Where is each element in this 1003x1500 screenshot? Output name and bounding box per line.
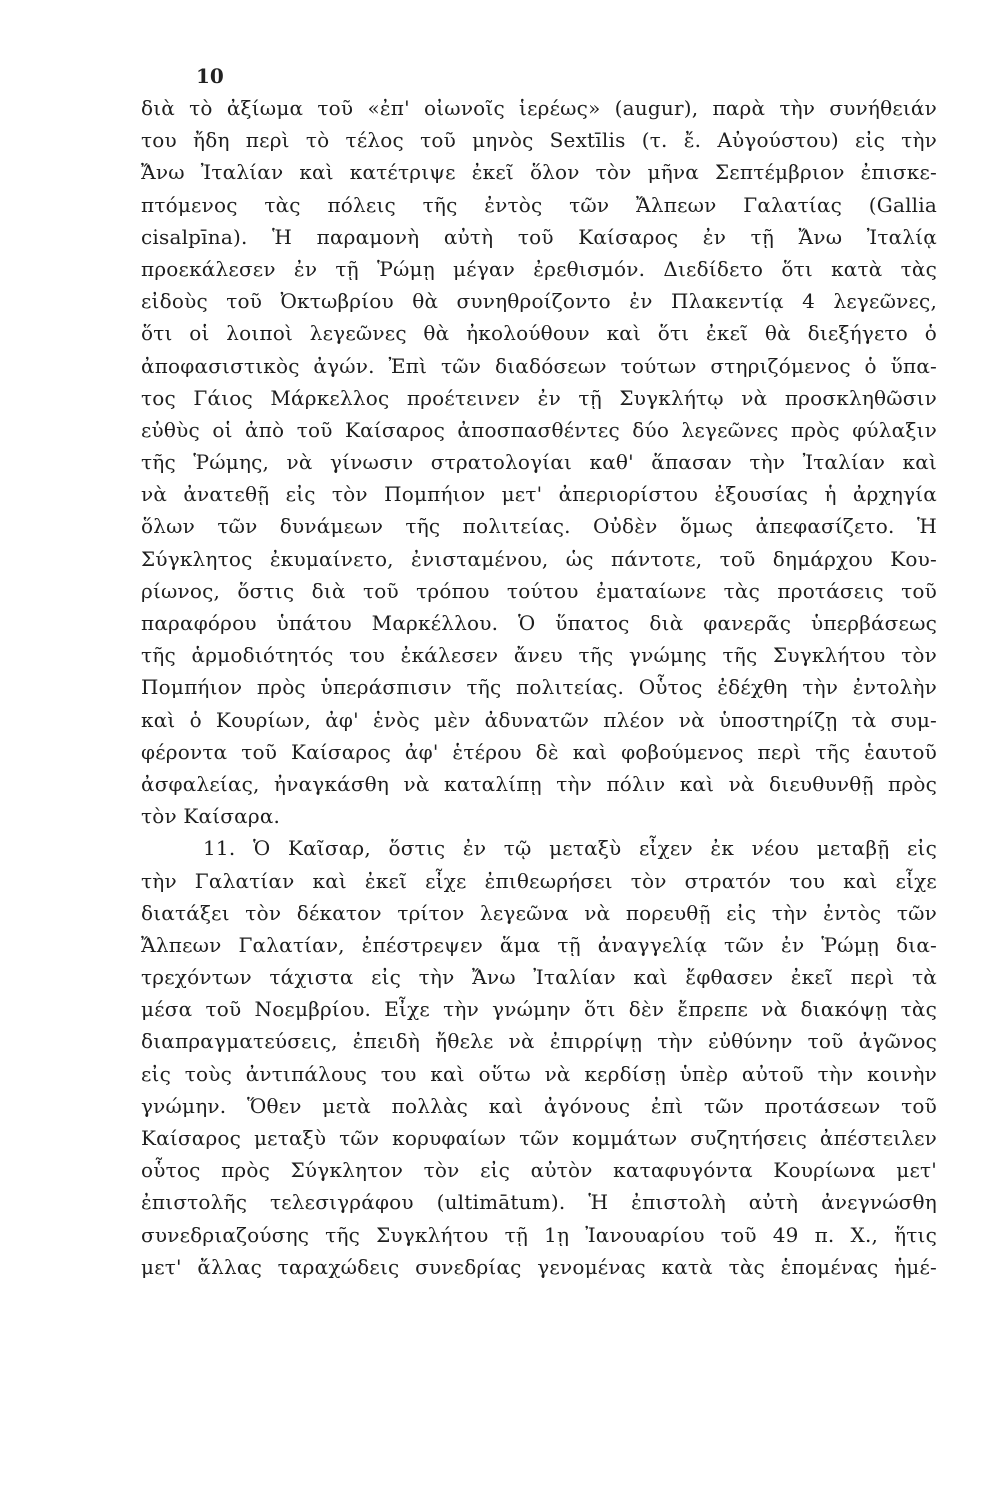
text-line: ρίωνος, ὅστις διὰ τοῦ τρόπου τούτου ἐματαίωνε τὰς προτάσεις τοῦ xyxy=(141,578,937,603)
text-line: μετ' ἄλλας ταραχώδεις συνεδρίας γενομένας κατὰ τὰς ἑπομένας ἡμέ- xyxy=(141,1254,937,1279)
text-line: τρεχόντων τάχιστα εἰς τὴν Ἄνω Ἰταλίαν καὶ ἔφθασεν ἐκεῖ περὶ τὰ xyxy=(141,965,937,990)
text-line: Ἄνω Ἰταλίαν καὶ κατέτριψε ἐκεῖ ὅλον τὸν μῆνα Σεπτέμβριον ἐπισκε- xyxy=(141,160,937,185)
text-line: καὶ ὁ Κουρίων, ἀφ' ἑνὸς μὲν ἀδυνατῶν πλέον νὰ ὑποστηρίζῃ τὰ συμ- xyxy=(141,707,937,732)
text-line: συνεδριαζούσης τῆς Συγκλήτου τῇ 1ῃ Ἰανουαρίου τοῦ 49 π. Χ., ἥτις xyxy=(141,1222,937,1247)
text-line: νὰ ἀνατεθῇ εἰς τὸν Πομπήιον μετ' ἀπεριορίστου ἐξουσίας ἡ ἀρχηγία xyxy=(141,482,937,507)
text-line: ἀσφαλείας, ἠναγκάσθη νὰ καταλίπῃ τὴν πόλιν καὶ νὰ διευθυνθῇ πρὸς xyxy=(141,771,937,796)
text-line: εἰς τοὺς ἀντιπάλους του καὶ οὕτω νὰ κερδίσῃ ὑπὲρ αὐτοῦ τὴν κοινὴν xyxy=(141,1061,937,1086)
text-line: τος Γάιος Μάρκελλος προέτεινεν ἐν τῇ Συγκλήτῳ νὰ προσκληθῶσιν xyxy=(141,385,937,410)
text-line: οὗτος πρὸς Σύγκλητον τὸν εἰς αὐτὸν καταφυγόντα Κουρίωνα μετ' xyxy=(141,1158,937,1183)
text-line: διαπραγματεύσεις, ἐπειδὴ ἤθελε νὰ ἐπιρρίψῃ τὴν εὐθύνην τοῦ ἀγῶνος xyxy=(141,1029,937,1054)
text-line: ὅλων τῶν δυνάμεων τῆς πολιτείας. Οὐδὲν ὅμως ἀπεφασίζετο. Ἡ xyxy=(141,514,937,539)
text-line: Καίσαρος μεταξὺ τῶν κορυφαίων τῶν κομμάτων συζητήσεις ἀπέστειλεν xyxy=(141,1126,937,1150)
section-start-line: 11. Ὁ Καῖσαρ, ὅστις ἐν τῷ μεταξὺ εἶχεν ἐκ νέου μεταβῇ εἰς xyxy=(203,836,937,861)
text-line: διατάξει τὸν δέκατον τρίτον λεγεῶνα νὰ πορευθῇ εἰς τὴν ἐντὸς τῶν xyxy=(141,900,937,925)
text-line: πτόμενος τὰς πόλεις τῆς ἐντὸς τῶν Ἄλπεων Γαλατίας (Gallia xyxy=(141,192,937,217)
text-line: προεκάλεσεν ἐν τῇ Ῥώμῃ μέγαν ἐρεθισμόν. Διεδίδετο ὅτι κατὰ τὰς xyxy=(141,256,937,281)
text-line: Σύγκλητος ἐκυμαίνετο, ἐνισταμένου, ὡς πάντοτε, τοῦ δημάρχου Κου- xyxy=(141,546,937,571)
text-line: Ἄλπεων Γαλατίαν, ἐπέστρεψεν ἅμα τῇ ἀναγγελίᾳ τῶν ἐν Ῥώμῃ δια- xyxy=(141,932,937,957)
text-line: παραφόρου ὑπάτου Μαρκέλλου. Ὁ ὕπατος διὰ φανερᾶς ὑπερβάσεως xyxy=(141,611,937,635)
text-line: τῆς Ῥώμης, νὰ γίνωσιν στρατολογίαι καθ' ἅπασαν τὴν Ἰταλίαν καὶ xyxy=(141,450,937,475)
text-line: γνώμην. Ὅθεν μετὰ πολλὰς καὶ ἀγόνους ἐπὶ τῶν προτάσεων τοῦ xyxy=(141,1093,937,1118)
text-line: τῆς ἁρμοδιότητός του ἐκάλεσεν ἄνευ τῆς γνώμης τῆς Συγκλήτου τὸν xyxy=(141,643,937,668)
text-line: ἀποφασιστικὸς ἀγών. Ἐπὶ τῶν διαδόσεων τούτων στηριζόμενος ὁ ὕπα- xyxy=(141,353,937,378)
text-line: τὸν Καίσαρα. xyxy=(141,804,281,829)
text-line: φέροντα τοῦ Καίσαρος ἀφ' ἑτέρου δὲ καὶ φοβούμενος περὶ τῆς ἑαυτοῦ xyxy=(141,739,937,764)
text-line: εὐθὺς οἱ ἀπὸ τοῦ Καίσαρος ἀποσπασθέντες δύο λεγεῶνες πρὸς φύλαξιν xyxy=(141,417,937,442)
text-line: Πομπήιον πρὸς ὑπεράσπισιν τῆς πολιτείας. Οὗτος ἐδέχθη τὴν ἐντολὴν xyxy=(141,675,937,700)
text-line: ἐπιστολῆς τελεσιγράφου (ultimātum). Ἡ ἐπιστολὴ αὐτὴ ἀνεγνώσθη xyxy=(141,1190,937,1215)
text-line: εἰδοὺς τοῦ Ὀκτωβρίου θὰ συνηθροίζοντο ἐν Πλακεντίᾳ 4 λεγεῶνες, xyxy=(141,289,937,314)
text-line: διὰ τὸ ἀξίωμα τοῦ «ἐπ' οἰωνοῖς ἱερέως» (augur), παρὰ τὴν συνήθειάν xyxy=(141,96,937,120)
body-text xyxy=(141,92,937,1283)
text-line: μέσα τοῦ Νοεμβρίου. Εἶχε τὴν γνώμην ὅτι δὲν ἔπρεπε νὰ διακόψῃ τὰς xyxy=(141,997,937,1022)
text-line: cisalpīna). Ἡ παραμονὴ αὐτὴ τοῦ Καίσαρος ἐν τῇ Ἄνω Ἰταλίᾳ xyxy=(141,224,937,249)
text-line: του ἤδη περὶ τὸ τέλος τοῦ μηνὸς Sextīlis (τ. ἔ. Αὐγούστου) εἰς τὴν xyxy=(141,128,937,153)
text-line: ὅτι οἱ λοιποὶ λεγεῶνες θὰ ἠκολούθουν καὶ ὅτι ἐκεῖ θὰ διεξήγετο ὁ xyxy=(141,321,937,346)
page-number: 10 xyxy=(196,64,224,88)
text-line: τὴν Γαλατίαν καὶ ἐκεῖ εἶχε ἐπιθεωρήσει τὸν στρατόν του καὶ εἶχε xyxy=(141,868,937,893)
